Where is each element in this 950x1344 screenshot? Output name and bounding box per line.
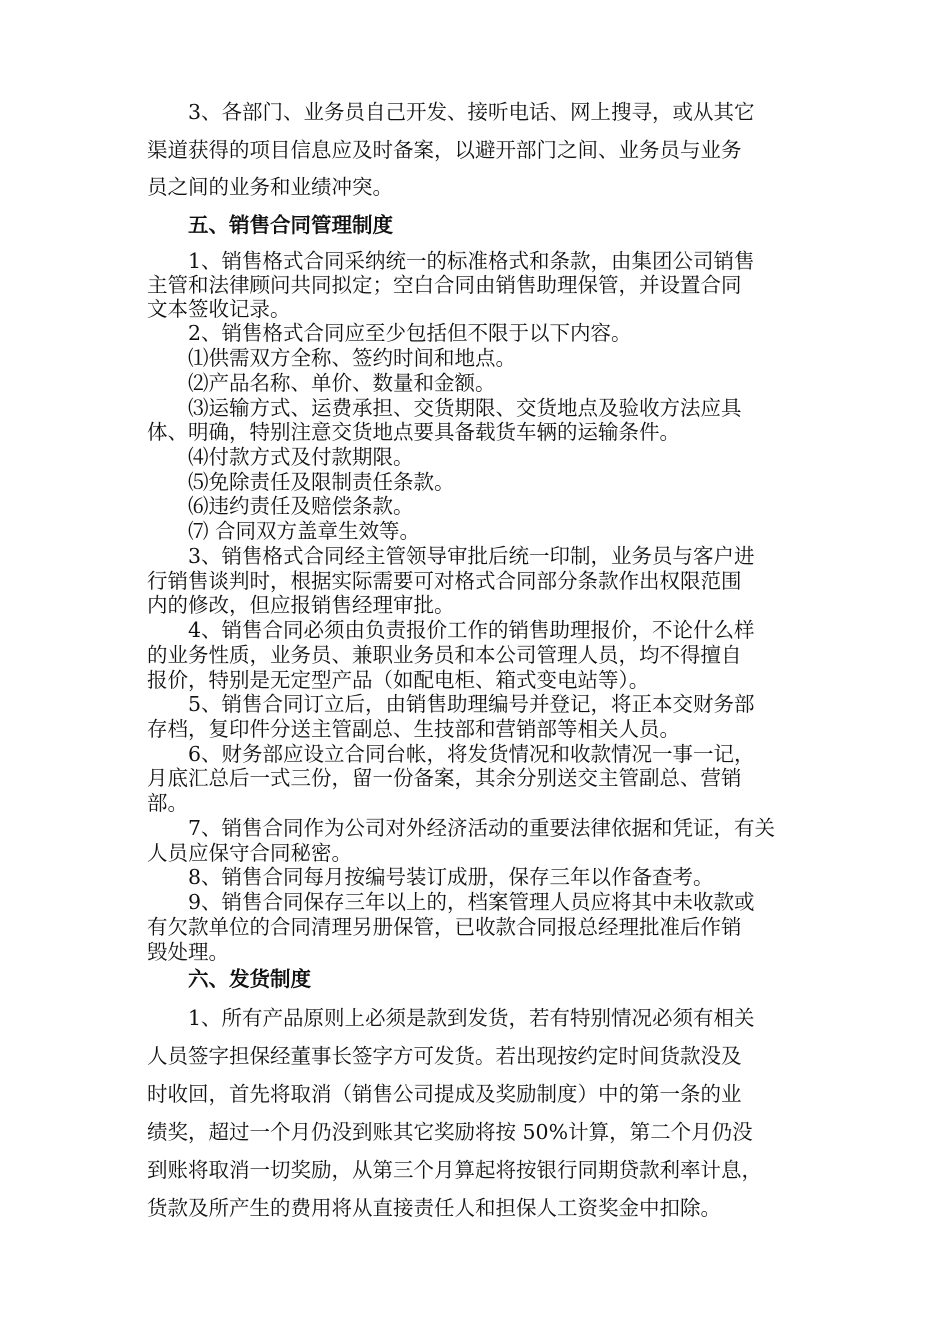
sub-item-6: ⑹违约责任及赔偿条款。 xyxy=(188,494,414,518)
item-6-line-1: 6、财务部应设立合同台帐，将发货情况和收款情况一事一记， xyxy=(188,742,755,766)
item-3-line-3: 内的修改，但应报销售经理审批。 xyxy=(147,593,455,617)
item-4-line-2: 的业务性质，业务员、兼职业务员和本公司管理人员，均不得擅自 xyxy=(147,643,742,667)
sub-item-3-line-1: ⑶运输方式、运费承担、交货期限、交货地点及验收方法应具 xyxy=(188,396,742,420)
item-4-line-1: 4、销售合同必须由负责报价工作的销售助理报价，不论什么样 xyxy=(188,618,755,642)
delivery-item-1-line-1: 1、所有产品原则上必须是款到发货，若有特别情况必须有相关 xyxy=(188,1006,755,1030)
delivery-item-1-line-2: 人员签字担保经董事长签字方可发货。若出现按约定时间货款没及 xyxy=(147,1044,742,1068)
delivery-item-1-line-5: 到账将取消一切奖励，从第三个月算起将按银行同期贷款利率计息， xyxy=(147,1158,762,1182)
item-1-line-1: 1、销售格式合同采纳统一的标准格式和条款，由集团公司销售 xyxy=(188,249,755,273)
item-7-line-1: 7、销售合同作为公司对外经济活动的重要法律依据和凭证，有关 xyxy=(188,816,776,840)
item-5-line-2: 存档，复印件分送主管副总、生技部和营销部等相关人员。 xyxy=(147,717,680,741)
sub-item-3-line-2: 体、明确，特别注意交货地点要具备载货车辆的运输条件。 xyxy=(147,420,680,444)
item-2: 2、销售格式合同应至少包括但不限于以下内容。 xyxy=(188,321,632,345)
section-heading-6: 六、发货制度 xyxy=(188,967,311,991)
delivery-item-1-line-6: 货款及所产生的费用将从直接责任人和担保人工资奖金中扣除。 xyxy=(147,1196,721,1220)
item-1-line-3: 文本签收记录。 xyxy=(147,297,291,321)
item-6-line-3: 部。 xyxy=(147,791,188,815)
sub-item-5: ⑸免除责任及限制责任条款。 xyxy=(188,470,455,494)
paragraph-3-line-2: 渠道获得的项目信息应及时备案，以避开部门之间、业务员与业务 xyxy=(147,138,742,162)
sub-item-2: ⑵产品名称、单价、数量和金额。 xyxy=(188,371,496,395)
item-5-line-1: 5、销售合同订立后，由销售助理编号并登记，将正本交财务部 xyxy=(188,692,755,716)
sub-item-4: ⑷付款方式及付款期限。 xyxy=(188,445,414,469)
sub-item-7: ⑺ 合同双方盖章生效等。 xyxy=(188,519,421,543)
delivery-item-1-line-4: 绩奖，超过一个月仍没到账其它奖励将按 50%计算，第二个月仍没 xyxy=(147,1120,753,1144)
paragraph-3-line-1: 3、各部门、业务员自己开发、接听电话、网上搜寻，或从其它 xyxy=(188,100,755,124)
item-9-line-3: 毁处理。 xyxy=(147,940,229,964)
item-8: 8、销售合同每月按编号装订成册，保存三年以作备查考。 xyxy=(188,865,714,889)
item-9-line-1: 9、销售合同保存三年以上的，档案管理人员应将其中未收款或 xyxy=(188,890,755,914)
section-heading-5: 五、销售合同管理制度 xyxy=(188,213,393,237)
item-6-line-2: 月底汇总后一式三份，留一份备案，其余分别送交主管副总、营销 xyxy=(147,766,742,790)
item-4-line-3: 报价，特别是无定型产品（如配电柜、箱式变电站等）。 xyxy=(147,668,650,692)
item-9-line-2: 有欠款单位的合同清理另册保管，已收款合同报总经理批准后作销 xyxy=(147,915,742,939)
paragraph-3-line-3: 员之间的业务和业绩冲突。 xyxy=(147,175,393,199)
item-1-line-2: 主管和法律顾问共同拟定；空白合同由销售助理保管，并设置合同 xyxy=(147,273,742,297)
item-3-line-2: 行销售谈判时，根据实际需要可对格式合同部分条款作出权限范围 xyxy=(147,569,742,593)
sub-item-1: ⑴供需双方全称、签约时间和地点。 xyxy=(188,346,516,370)
item-7-line-2: 人员应保守合同秘密。 xyxy=(147,841,352,865)
item-3-line-1: 3、销售格式合同经主管领导审批后统一印制，业务员与客户进 xyxy=(188,544,755,568)
delivery-item-1-line-3: 时收回，首先将取消（销售公司提成及奖励制度）中的第一条的业 xyxy=(147,1082,742,1106)
